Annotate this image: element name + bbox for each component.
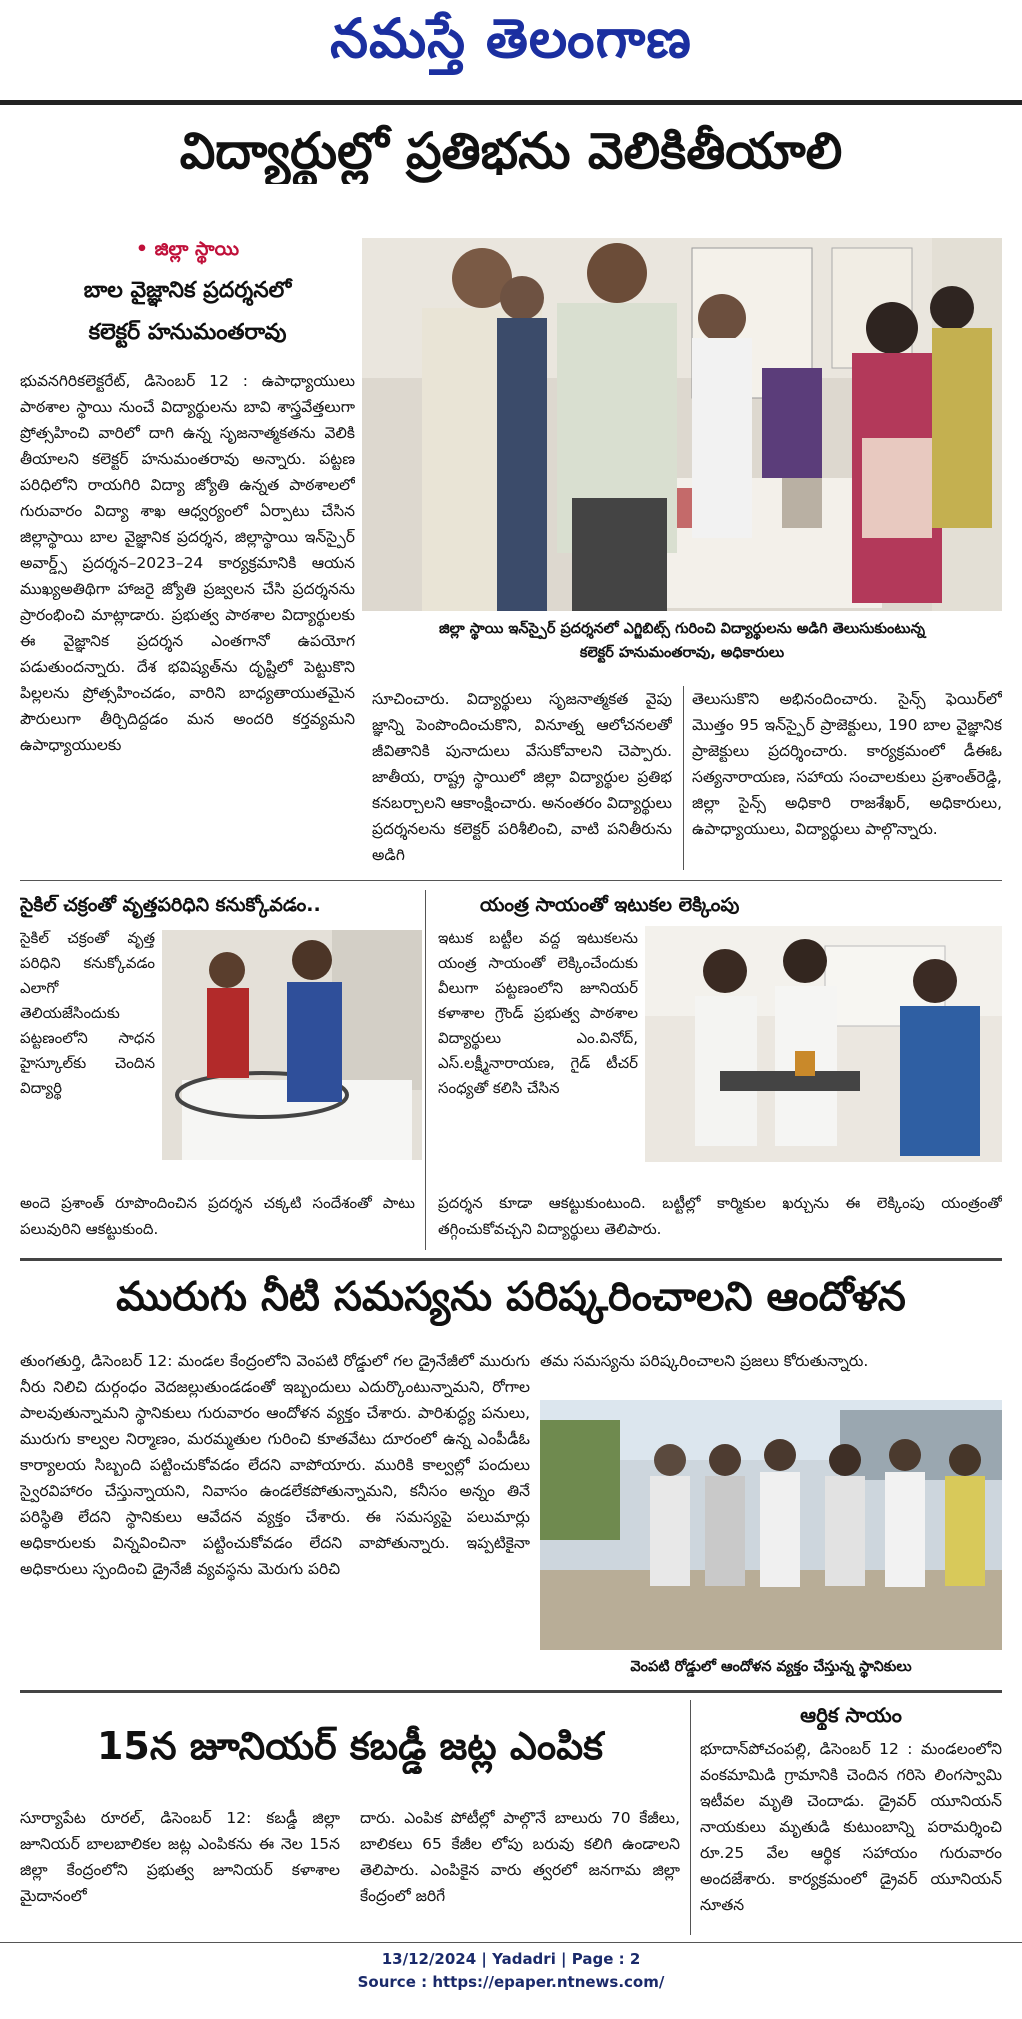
story4-photo (540, 1400, 1002, 1650)
section-divider (20, 1258, 1002, 1261)
story3-body-bottom: ప్రదర్శన కూడా ఆకట్టుకుంటుంది. బట్టీల్లో కార్మికుల ఖర్చును ఈ లెక్కింపు యంత్రంతో తగ్గించుకోవచ్చని విద్యార్థులు తెలిపారు. (438, 1194, 1002, 1238)
footer-date-edition: 13/12/2024 | Yadadri | Page : 2 (381, 1950, 641, 1968)
story1-photo (362, 238, 1002, 611)
story1-column-1: భువనగిరికలెక్టరేట్, డిసెంబర్ 12 : ఉపాధ్యాయులు పాఠశాల స్థాయి నుంచే విద్యార్థులను బావి శాస్త్రవేత్తలుగా ప్రోత్సహించి వారిలో దాగి ఉన్న సృజనాత్మకతను వెలికి తీయాలని కలెక్టర్ హనుమంతరావు అన్నారు. పట్టణ పరిధిలోని రాయగిరి విద్యా జ్యోతి ఉన్నత పాఠశాలలో గురువారం విద్యా శాఖ ఆధ్వర్యంలో ఏర్పాటు చేసిన జిల్లాస్థాయి బాల వైజ్ఞానిక ప్రదర్శన, జిల్లాస్థాయి ఇన్‌స్పైర్ అవార్డ్స్ ప్రదర్శన–2023–24 కార్యక్రమానికి ఆయన ముఖ్యఅతిథిగా హాజరై జ్యోతి ప్రజ్వలన చేసి ప్రదర్శనను ప్రారంభించి మాట్లాడారు. ప్రభుత్వ పాఠశాల విద్యార్థులకు ఈ వైజ్ఞానిక ప్రదర్శన ఎంతగానో ఉపయోగ పడుతుందన్నారు. దేశ భవిష్యత్‌ను దృష్టిలో పెట్టుకొని పిల్లలను ప్రోత్సహించడం, వారిని బాధ్యతాయుతమైన పౌరులుగా తీర్చిదిద్దడం మన అందరి కర్తవ్యమని ఉపాధ్యాయులకు (20, 372, 355, 754)
story3-headline: యంత్ర సాయంతో ఇటుకల లెక్కింపు (480, 894, 740, 916)
story1-caption-line1: జిల్లా స్థాయి ఇన్‌స్పైర్ ప్రదర్శనలో ఎగ్జిబిట్స్ గురించి విద్యార్థులను అడిగి తెలుసుకుంటున్న (438, 621, 926, 637)
masthead-title: నమస్తే తెలంగాణ (330, 6, 692, 70)
story1-subhead-line1: బాల వైజ్ఞానిక ప్రదర్శనలో (83, 278, 292, 303)
story2-body-bottom: అందె ప్రశాంత్ రూపొందించిన ప్రదర్శన చక్కటి సందేశంతో పాటు పలువురిని ఆకట్టుకుంది. (20, 1194, 415, 1238)
story5-column-2: దారు. ఎంపిక పోటీల్లో పాల్గొనే బాలురు 70 కేజీలు, బాలికలు 65 కేజీల లోపు బరువు కలిగి ఉండాలని తెలిపారు. ఎంపికైన వారు త్వరలో జనగామ జిల్లా కేంద్రంలో జరిగే (360, 1809, 680, 1905)
story4-body-continued: తమ సమస్యను పరిష్కరించాలని ప్రజలు కోరుతున్నారు. (540, 1352, 869, 1370)
footer-rule (0, 1942, 1022, 1943)
masthead-rule (0, 100, 1022, 105)
story4-headline: మురుగు నీటి సమస్యను పరిష్కరించాలని ఆందోళన (116, 1274, 906, 1320)
story6-headline: ఆర్థిక సాయం (800, 1703, 902, 1727)
section-divider (20, 1690, 1002, 1693)
story1-headline: విద్యార్థుల్లో ప్రతిభను వెలికితీయాలి (179, 122, 843, 180)
column-divider (425, 890, 426, 1250)
column-divider (690, 1700, 691, 1935)
story6-body: భూదాన్‌పోచంపల్లి, డిసెంబర్ 12 : మండలంలోని వంకమామిడి గ్రామానికి చెందిన గరిసె లింగస్వామి ఇటీవల మృతి చెందాడు. డ్రైవర్ యూనియన్ నాయకులు మృతుడి కుటుంబాన్ని పరామర్శించి రూ.25 వేల ఆర్థిక సహాయం గురువారం అందజేశారు. కార్యక్రమంలో డ్రైవర్ యూనియన్ నూతన (700, 1740, 1002, 1914)
story3-body-side: ఇటుక బట్టీల వద్ద ఇటుకలను యంత్ర సాయంతో లెక్కించేందుకు వీలుగా పట్టణంలోని జూనియర్ కళాశాల గ్రౌండ్ ప్రభుత్వ పాఠశాల విద్యార్థులు ఎం.వినోద్, ఎస్.లక్ష్మీనారాయణ, గైడ్ టీచర్ సంధ్యతో కలిసి చేసిన (438, 929, 638, 1097)
story1-column-2: సూచించారు. విద్యార్థులు సృజనాత్మకత వైపు జ్ఞాన్ని పెంపొందించుకొని, వినూత్న ఆలోచనలతో జీవితానికి పునాదులు వేసుకోవాలని చెప్పారు. జాతీయ, రాష్ట్ర స్థాయిలో జిల్లా విద్యార్థుల ప్రతిభ కనబర్చాలని ఆకాంక్షించారు. అనంతరం విద్యార్థులు ప్రదర్శనలను కలెక్టర్ పరిశీలించి, వాటి పనితీరును అడిగి (372, 690, 672, 864)
story2-photo (162, 930, 422, 1160)
story2-body-side: సైకిల్ చక్రంతో వృత్త పరిధిని కనుక్కోవడం ఎలాగో తెలియజేసిందుకు పట్టణంలోని సాధన హైస్కూల్‌కు చెందిన విద్యార్థి (20, 929, 155, 1097)
story5-headline: 15న జూనియర్ కబడ్డీ జట్ల ఎంపిక (96, 1724, 604, 1768)
story1-caption-line2: కలెక్టర్ హనుమంతరావు, అధికారులు (579, 645, 785, 661)
footer-source-link[interactable]: Source : https://epaper.ntnews.com/ (357, 1973, 665, 1991)
story5-column-1: సూర్యాపేట రూరల్, డిసెంబర్ 12: కబడ్డీ జిల్లా జూనియర్ బాలబాలికల జట్ల ఎంపికను ఈ నెల 15న జిల్లా కేంద్రంలోని ప్రభుత్వ జూనియర్ కళాశాల మైదానంలో (20, 1809, 340, 1905)
story3-photo (645, 926, 1002, 1162)
story1-subhead-line2: కలెక్టర్ హనుమంతరావు (88, 320, 287, 345)
story4-body: తుంగతుర్తి, డిసెంబర్ 12: మండల కేంద్రంలోని వెంపటి రోడ్డులో గల డ్రైనేజీలో మురుగు నీరు నిలిచి దుర్గంధం వెదజల్లుతుండడంతో ఇబ్బందులు ఎదుర్కొంటున్నామని, రోగాల పాలవుతున్నామని స్థానికులు గురువారం ఆందోళన వ్యక్తం చేశారు. పారిశుద్ధ్య పనులు, మురుగు కాల్వల నిర్మాణం, మరమ్మతుల గురించి కూతవేటు దూరంలో ఉన్న ఎంపీడీఓ కార్యాలయ సిబ్బంది పట్టించుకోవడం లేదని వాపోయారు. మురికి కాల్వల్లో పందులు స్వైరవిహారం చేస్తున్నాయని, నివాసం ఉండలేకపోతున్నామని, కనీసం అన్నం తినే పరిస్థితి లేదని స్థానికులు ఆవేదన వ్యక్తం చేశారు. ఈ సమస్యపై పలుమార్లు అధికారులకు విన్నవించినా పట్టించుకోవడం లేదని వాపోతున్నారు. ఇప్పటికైనా అధికారులు స్పందించి డ్రైనేజీ వ్యవస్థను మెరుగు పరిచి (20, 1352, 530, 1578)
column-divider (683, 686, 684, 870)
story2-headline: సైకిల్ చక్రంతో వృత్తపరిధిని కనుక్కోవడం.. (20, 894, 321, 916)
story4-caption: వెంపటి రోడ్డులో ఆందోళన వ్యక్తం చేస్తున్న స్థానికులు (630, 1659, 912, 1675)
story1-column-3: తెలుసుకొని అభినందించారు. సైన్స్ ఫెయిర్‌లో మొత్తం 95 ఇన్‌స్పైర్ ప్రాజెక్టులు, 190 బాల వైజ్ఞానిక ప్రాజెక్టులు ప్రదర్శించారు. కార్యక్రమంలో డీఈఓ సత్యనారాయణ, సహాయ సంచాలకులు ప్రశాంత్‌రెడ్డి, జిల్లా సైన్స్ అధికారి రాజశేఖర్, అధికారులు, ఉపాధ్యాయులు, విద్యార్థులు పాల్గొన్నారు. (692, 690, 1002, 838)
section-divider (20, 880, 1002, 881)
story1-kicker: • జిల్లా స్థాయి (135, 238, 240, 260)
